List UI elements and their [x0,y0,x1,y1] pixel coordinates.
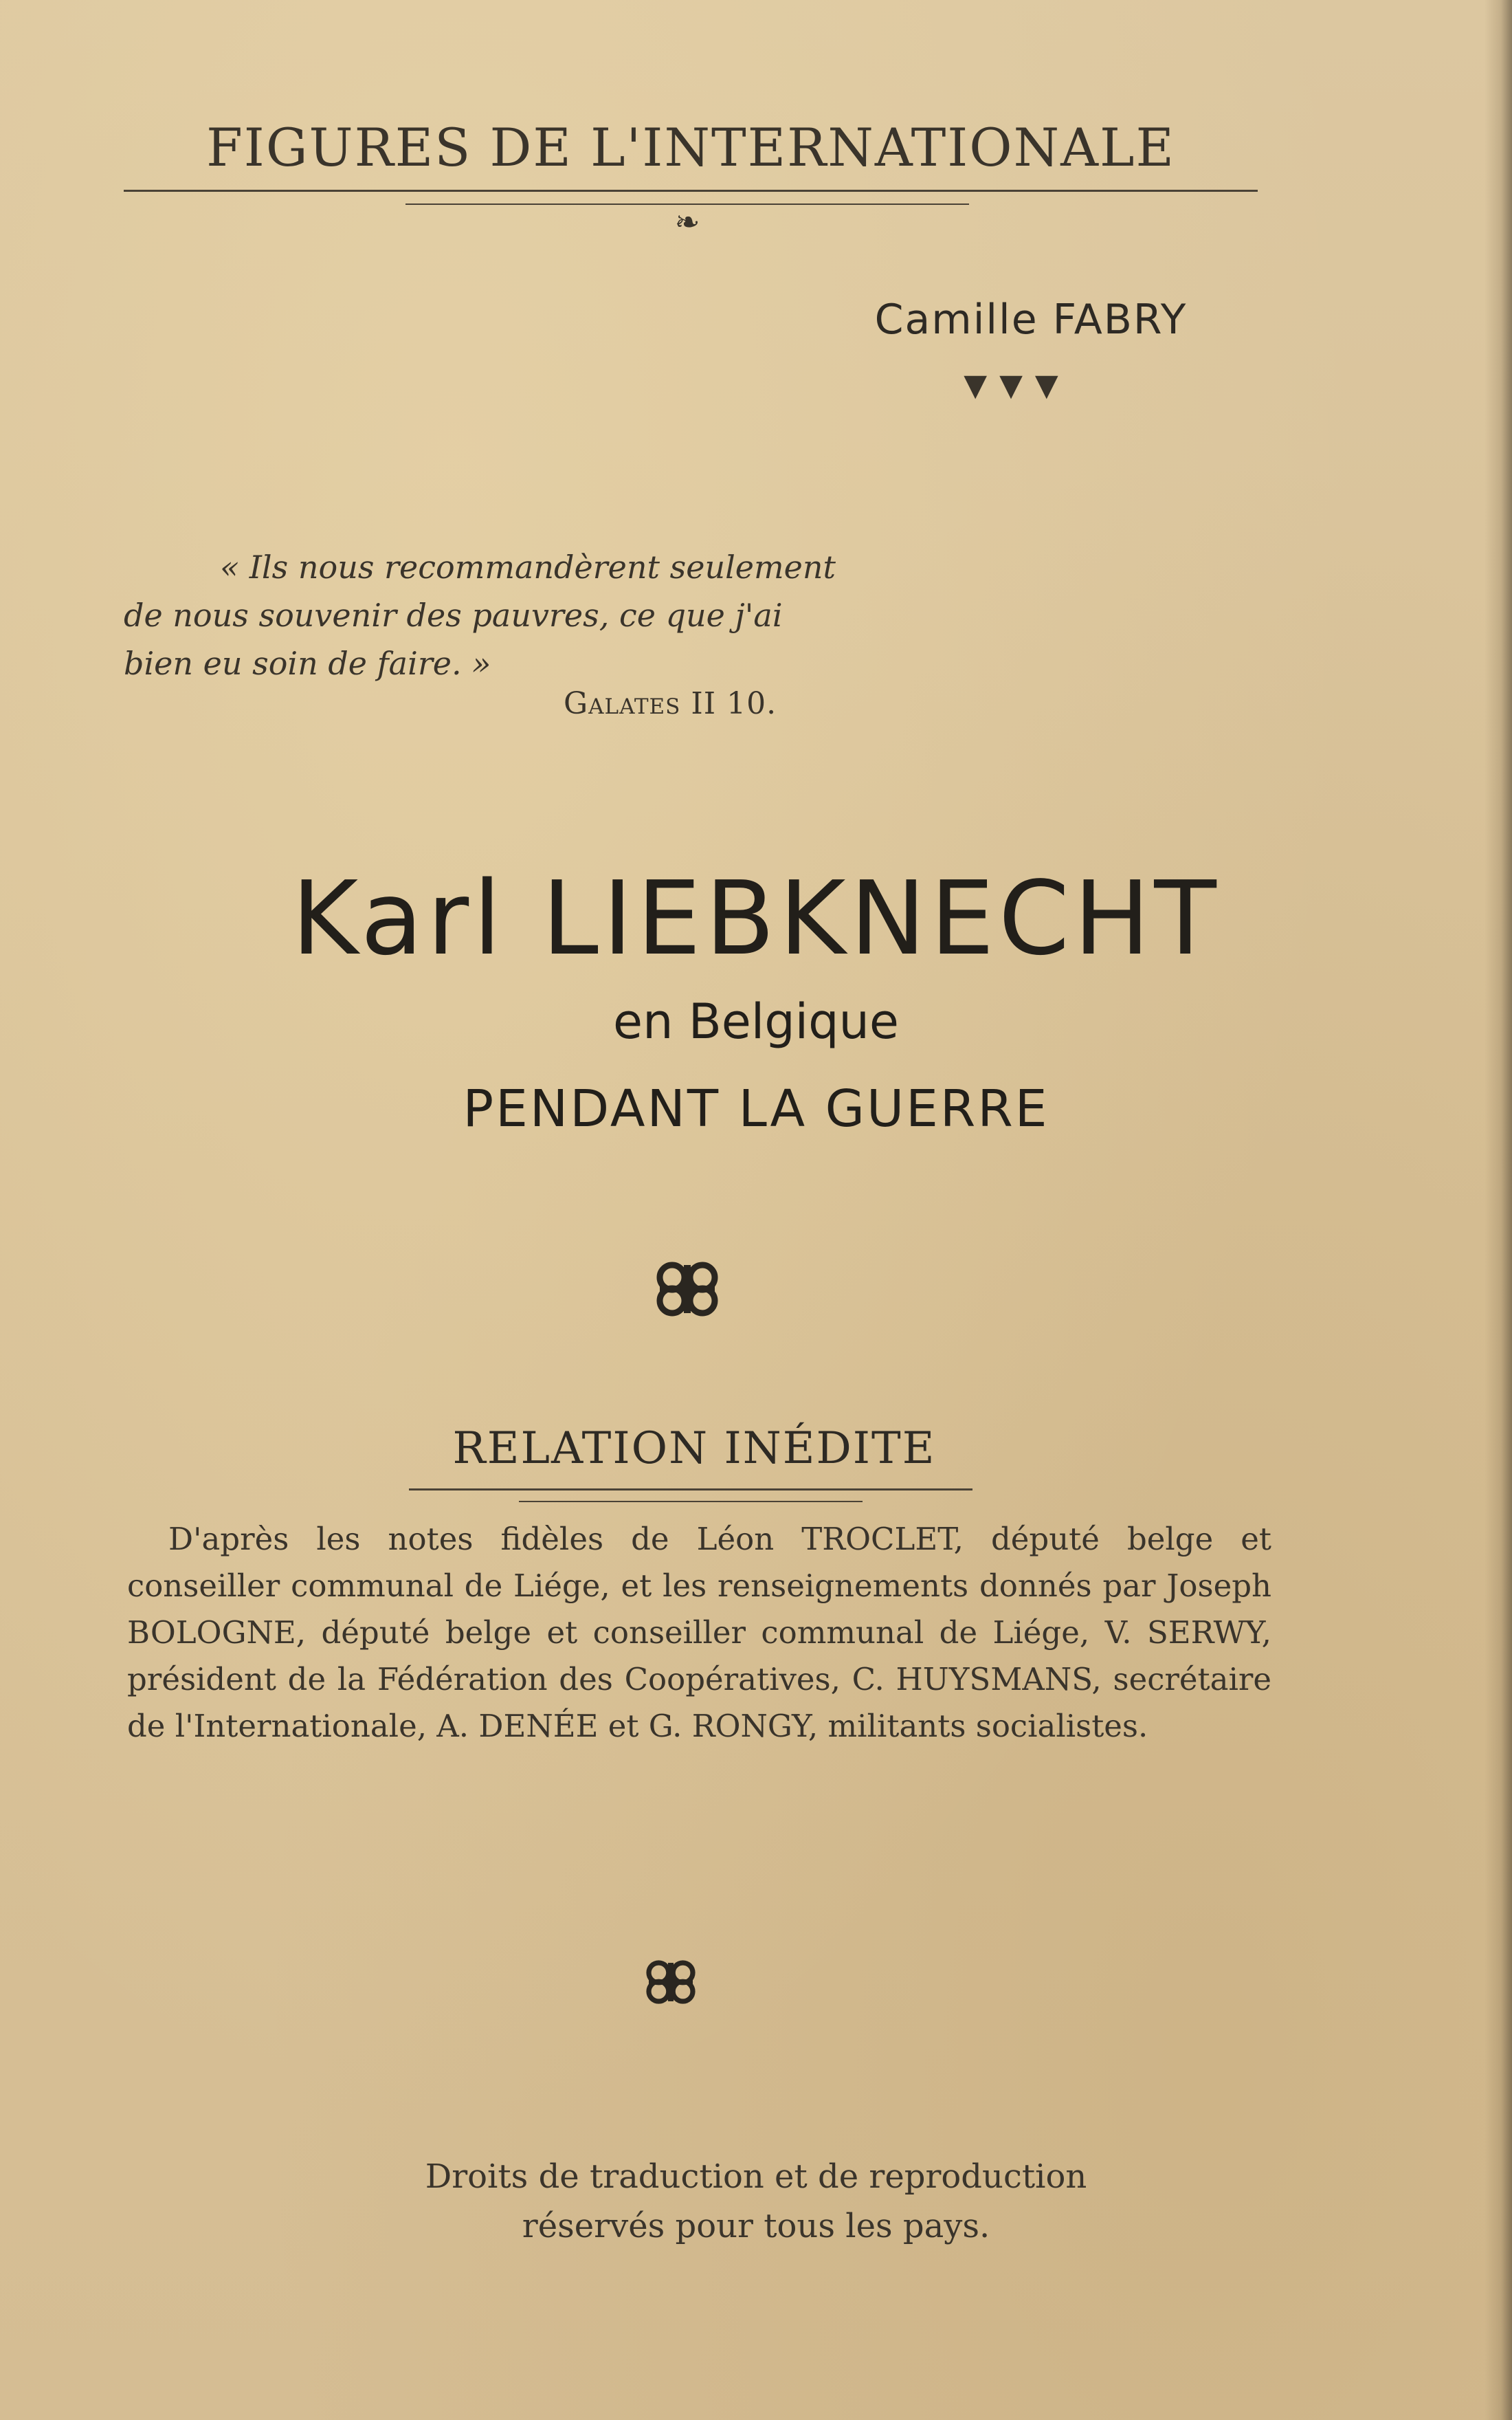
printer-ornament-icon [638,1956,704,2008]
fleuron-ornament: ❧ [674,205,700,240]
relation-body [127,1516,1271,1750]
subtitle-location: en Belgique [613,993,899,1050]
relation-heading: RELATION INÉDITE [452,1423,936,1474]
triangle-ornaments: ▼▼▼ [964,368,1071,403]
rights-line: réservés pour tous les pays. [522,2207,990,2245]
series-title: FIGURES DE L'INTERNATIONALE [206,117,1175,178]
epigraph-line: de nous souvenir des pauvres, ce que j'ai [124,597,783,634]
rights-notice [206,2152,1306,2251]
header-rule [124,190,1258,192]
author-name: Camille FABRY [874,296,1188,344]
page-edge-shadow [1485,0,1512,2420]
printer-ornament-icon [646,1258,729,1320]
relation-rule-thin [519,1501,863,1502]
epigraph-line: « Ils nous recommandèrent seulement [220,549,836,586]
rights-line: Droits de traduction et de reproduction [425,2157,1087,2196]
subtitle-period: PENDANT LA GUERRE [463,1079,1049,1138]
epigraph-source: Galates II 10. [564,686,777,721]
relation-rule [409,1488,972,1490]
epigraph [124,543,852,688]
main-title: Karl LIEBKNECHT [291,859,1221,978]
relation-body-text: D'après les notes fidèles de Léon TROCLET, député belge et conseiller communal de Liége, et les renseignements donnés par Joseph BOLOGNE, député belge et conseiller communal de Liége, V. SERWY, président de la Fédération des Coopératives, C. HUYSMANS, secrétaire de l'Internationale, A. DENÉE et G. RONGY, militants socialistes. [127,1521,1271,1744]
epigraph-line: bien eu soin de faire. » [124,645,491,682]
